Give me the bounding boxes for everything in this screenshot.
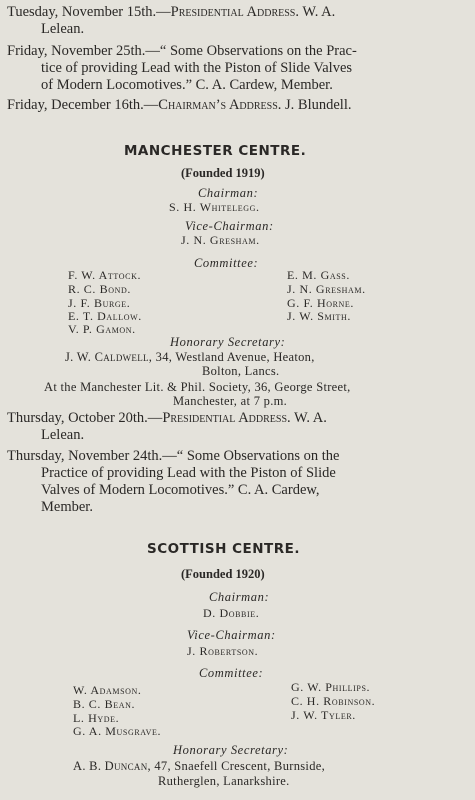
manchester-committee-left-5: V. P. Gamon. (68, 322, 136, 336)
manchester-chairman-label: Chairman: (198, 186, 259, 200)
scottish-committee-left-1: W. Adamson. (73, 683, 142, 697)
event-friday-nov-25-line2: tice of providing Lead with the Piston of Slide Valves (41, 60, 353, 76)
scottish-committee-left-4: G. A. Musgrave. (73, 724, 162, 738)
manchester-vice-chairman-label: Vice-Chairman: (185, 219, 274, 233)
manchester-event-nov-24-line2: Practice of providing Lead with the Piston of Slide (41, 465, 336, 481)
manchester-chairman: S. H. Whitelegg. (169, 200, 260, 214)
scottish-chairman: D. Dobbie. (203, 606, 260, 620)
manchester-venue-line1: At the Manchester Lit. & Phil. Society, 36, George Street, (44, 380, 351, 394)
manchester-vice-chairman: J. N. Gresham. (181, 233, 260, 247)
event-friday-nov-25: Friday, November 25th.—“ Some Observations on the Prac- (7, 43, 357, 59)
scottish-committee-left-3: L. Hyde. (73, 711, 120, 725)
event-friday-nov-25-line3: of Modern Locomotives.” C. A. Cardew, Member. (41, 77, 333, 93)
scottish-secretary-line2: Rutherglen, Lanarkshire. (158, 774, 290, 788)
event-tuesday-nov-15-line2: Lelean. (41, 21, 85, 37)
event-friday-dec-16: Friday, December 16th.—Chairman’s Address. J. Blundell. (7, 97, 352, 113)
manchester-founded: (Founded 1919) (181, 166, 265, 180)
manchester-committee-right-1: E. M. Gass. (287, 268, 350, 282)
scottish-secretary-line1: A. B. Duncan, 47, Snaefell Crescent, Burnside, (73, 759, 326, 773)
manchester-event-oct-20-line2: Lelean. (41, 427, 85, 443)
scottish-secretary-label: Honorary Secretary: (173, 743, 289, 757)
manchester-event-nov-24-line4: Member. (41, 499, 93, 515)
scottish-committee-right-2: C. H. Robinson. (291, 694, 376, 708)
scottish-committee-label: Committee: (199, 666, 264, 680)
manchester-event-nov-24-line3: Valves of Modern Locomotives.” C. A. Cardew, (41, 482, 320, 498)
manchester-committee-label: Committee: (194, 256, 259, 270)
scottish-chairman-label: Chairman: (209, 590, 270, 604)
manchester-event-nov-24: Thursday, November 24th.—“ Some Observations on the (7, 448, 340, 464)
scottish-heading: SCOTTISH CENTRE. (147, 541, 300, 557)
scottish-vice-chairman: J. Robertson. (187, 644, 259, 658)
manchester-heading: MANCHESTER CENTRE. (124, 143, 307, 159)
manchester-committee-right-4: J. W. Smith. (287, 309, 351, 323)
scottish-founded: (Founded 1920) (181, 567, 265, 581)
scottish-committee-right-1: G. W. Phillips. (291, 680, 371, 694)
manchester-venue-line2: Manchester, at 7 p.m. (173, 394, 288, 408)
manchester-secretary-label: Honorary Secretary: (170, 335, 286, 349)
manchester-secretary-line1: J. W. Caldwell, 34, Westland Avenue, Heaton, (65, 350, 315, 364)
event-tuesday-nov-15: Tuesday, November 15th.—Presidential Address. W. A. (7, 4, 336, 20)
manchester-committee-left-4: E. T. Dallow. (68, 309, 142, 323)
manchester-committee-right-3: G. F. Horne. (287, 296, 355, 310)
scottish-vice-chairman-label: Vice-Chairman: (187, 628, 276, 642)
scottish-committee-left-2: B. C. Bean. (73, 697, 136, 711)
scottish-committee-right-3: J. W. Tyler. (291, 708, 356, 722)
manchester-committee-left-3: J. F. Burge. (68, 296, 131, 310)
manchester-committee-left-2: R. C. Bond. (68, 282, 131, 296)
manchester-committee-right-2: J. N. Gresham. (287, 282, 366, 296)
manchester-secretary-line2: Bolton, Lancs. (202, 364, 280, 378)
manchester-event-oct-20: Thursday, October 20th.—Presidential Address. W. A. (7, 410, 327, 426)
manchester-committee-left-1: F. W. Attock. (68, 268, 142, 282)
